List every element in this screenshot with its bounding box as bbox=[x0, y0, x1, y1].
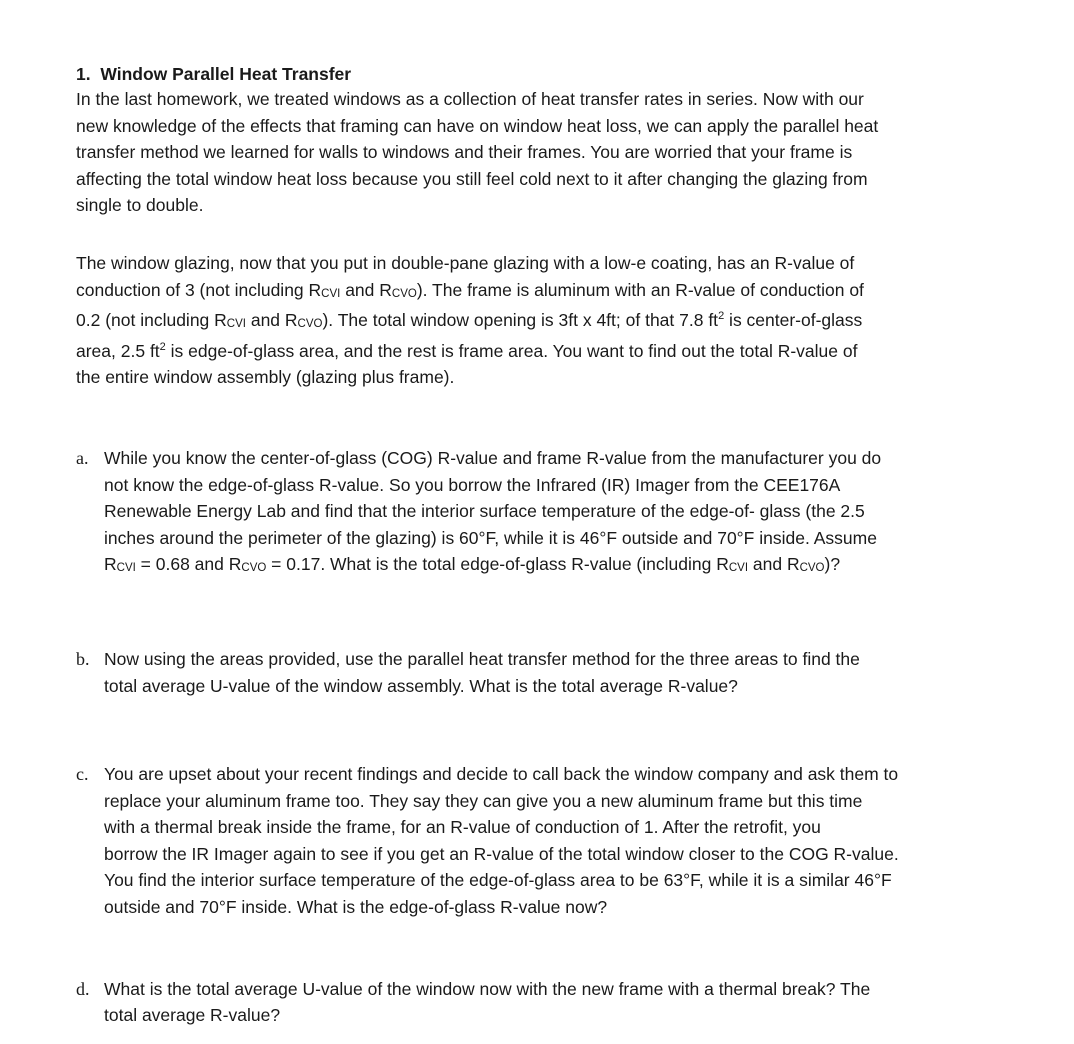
setup-line: conduction of 3 (not including $R_{CVI}$ and $R_{CVO}$). The frame is aluminum with an R-value of conduction of bbox=[76, 279, 864, 300]
intro-paragraph bbox=[76, 86, 1012, 219]
question-line: Renewable Energy Lab and find that the interior surface temperature of the edge-of- glass (the 2.5 bbox=[104, 501, 865, 522]
question-letter: b. bbox=[76, 648, 90, 669]
question-letter: c. bbox=[76, 764, 89, 785]
setup-line: The window glazing, now that you put in double-pane glazing with a low-e coating, has an R-value of bbox=[76, 252, 855, 273]
question-line: What is the total average U-value of the window now with the new frame with a thermal break? The bbox=[104, 978, 871, 999]
setup-line: the entire window assembly (glazing plus frame). bbox=[76, 367, 455, 388]
question-line: Now using the areas provided, use the parallel heat transfer method for the three areas to find the bbox=[104, 648, 860, 669]
question-line: outside and 70°F inside. What is the edge-of-glass R-value now? bbox=[104, 897, 608, 918]
question-line: total average R-value? bbox=[104, 1005, 281, 1026]
question-line: borrow the IR Imager again to see if you get an R-value of the total window closer to the COG R-value. bbox=[104, 843, 899, 864]
section-title: Window Parallel Heat Transfer bbox=[100, 64, 352, 84]
question-line: replace your aluminum frame too. They say they can give you a new aluminum frame but this time bbox=[104, 790, 863, 811]
question-b bbox=[76, 646, 1012, 699]
section-number: 1. bbox=[76, 64, 91, 84]
question-d bbox=[76, 976, 1012, 1029]
question-c bbox=[76, 761, 1012, 921]
intro-line: new knowledge of the effects that framing can have on window heat loss, we can apply the parallel heat bbox=[76, 115, 879, 136]
question-a bbox=[76, 445, 1012, 582]
setup-line: area, 2.5 $ft^2$ is edge-of-glass area, and the rest is frame area. You want to find out the total R-value of bbox=[76, 340, 858, 361]
section-heading bbox=[76, 62, 1012, 86]
question-line: with a thermal break inside the frame, for an R-value of conduction of 1. After the retrofit, you bbox=[104, 817, 821, 838]
question-line: not know the edge-of-glass R-value. So you borrow the Infrared (IR) Imager from the CEE176A bbox=[104, 474, 841, 495]
intro-line: single to double. bbox=[76, 195, 204, 216]
document-page bbox=[76, 62, 1012, 1029]
intro-line: transfer method we learned for walls to windows and their frames. You are worried that your frame is bbox=[76, 142, 853, 163]
question-line: total average U-value of the window assembly. What is the total average R-value? bbox=[104, 675, 738, 696]
intro-line: affecting the total window heat loss because you still feel cold next to it after changing the glazing from bbox=[76, 168, 868, 189]
intro-line: In the last homework, we treated windows as a collection of heat transfer rates in series. Now with our bbox=[76, 89, 864, 109]
setup-paragraph bbox=[76, 250, 1012, 391]
question-line: While you know the center-of-glass (COG) R-value and frame R-value from the manufacturer you do bbox=[104, 447, 882, 468]
setup-line: 0.2 (not including $R_{CVI}$ and $R_{CVO}$). The total window opening is 3ft x 4ft; of that 7.8 $ft^2$ is center-of-glass bbox=[76, 310, 863, 331]
question-line: $R_{CVI} = 0.68$ and $R_{CVO} = 0.17$. What is the total edge-of-glass R-value (including $R_{CVI}$ and $R_{CVO}$)? bbox=[104, 554, 841, 575]
question-letter: a. bbox=[76, 447, 89, 468]
question-line: inches around the perimeter of the glazing) is 60°F, while it is 46°F outside and 70°F inside. Assume bbox=[104, 527, 877, 548]
question-line: You are upset about your recent findings and decide to call back the window company and ask them to bbox=[104, 764, 899, 785]
question-line: You find the interior surface temperature of the edge-of-glass area to be 63°F, while it is a similar 46°F bbox=[104, 870, 892, 891]
question-letter: d. bbox=[76, 978, 90, 999]
